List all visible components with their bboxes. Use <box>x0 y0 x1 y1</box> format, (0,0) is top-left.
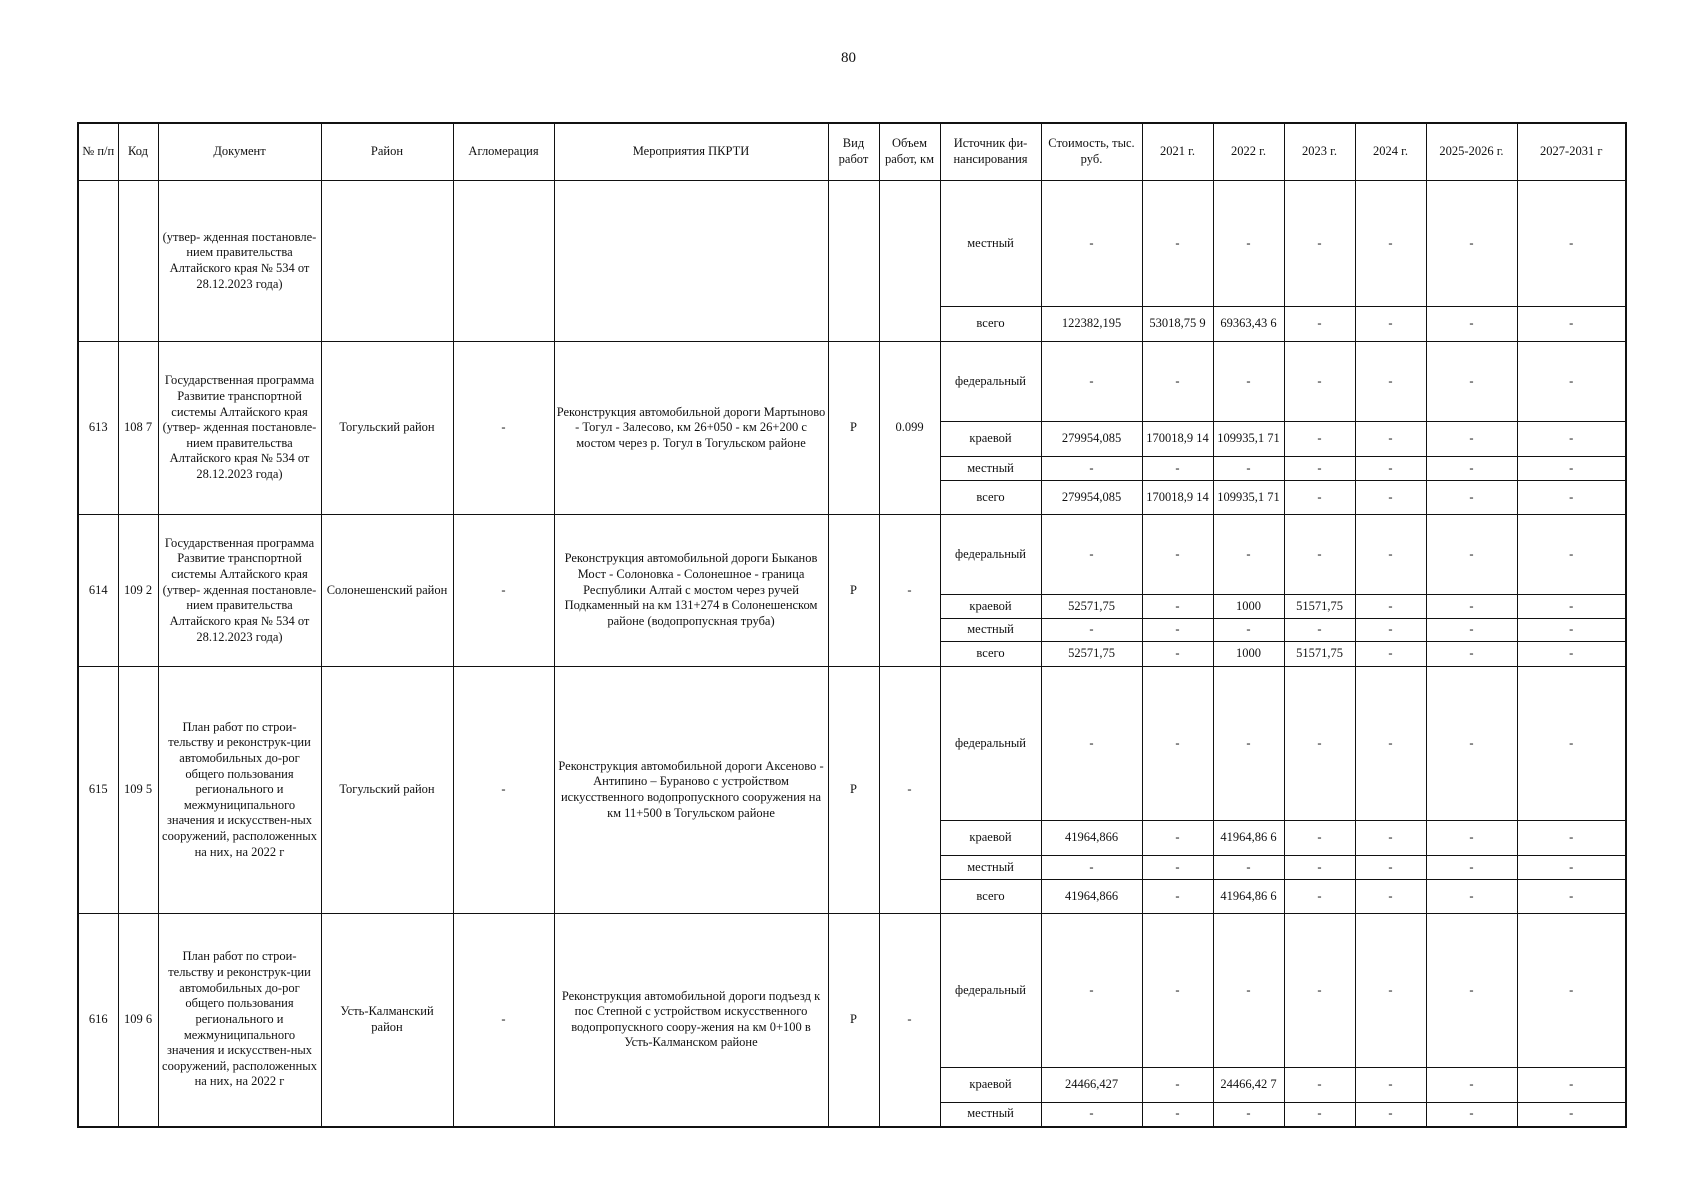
cell-source: всего <box>940 642 1041 667</box>
cell-2021: - <box>1142 914 1213 1068</box>
cell-2024: - <box>1355 515 1426 595</box>
cell-agglomeration: - <box>453 667 554 914</box>
cell-2024: - <box>1355 856 1426 880</box>
cell-2024: - <box>1355 307 1426 342</box>
cell-2023: 51571,75 <box>1284 595 1355 619</box>
cell-2021: - <box>1142 821 1213 856</box>
cell-cost: 41964,866 <box>1041 880 1142 914</box>
header-2021: 2021 г. <box>1142 123 1213 181</box>
cell-document: План работ по строи-тельству и реконструк-ции автомобильных до-рог общего пользования регионального и межмуниципального значения и искусствен-ных сооружений, расположенных на них, на 2022 г <box>158 914 321 1127</box>
cell-source: всего <box>940 307 1041 342</box>
cell-2022: 1000 <box>1213 642 1284 667</box>
cell-document: Государственная программа Развитие транспортной системы Алтайского края (утвер- жденная постановле- нием правительства Алтайского края № 534 от 28.12.2023 года) <box>158 515 321 667</box>
cell-agglomeration: - <box>453 914 554 1127</box>
cell-2024: - <box>1355 642 1426 667</box>
financing-table <box>77 122 1627 1128</box>
cell-2025-2026: - <box>1426 1068 1517 1103</box>
cell-2021: - <box>1142 342 1213 422</box>
cell-2022: - <box>1213 515 1284 595</box>
cell-source: местный <box>940 181 1041 307</box>
cell-work-type: Р <box>828 667 879 914</box>
cell-2024: - <box>1355 481 1426 515</box>
cell-2021: - <box>1142 642 1213 667</box>
cell-2023: - <box>1284 880 1355 914</box>
cell-2022: 41964,86 6 <box>1213 821 1284 856</box>
cell-2021: - <box>1142 619 1213 642</box>
cell-num: 615 <box>78 667 118 914</box>
cell-2027-2031: - <box>1517 515 1626 595</box>
cell-2025-2026: - <box>1426 914 1517 1068</box>
cell-2023: - <box>1284 481 1355 515</box>
cell-2025-2026: - <box>1426 880 1517 914</box>
cell-source: краевой <box>940 821 1041 856</box>
cell-2027-2031: - <box>1517 481 1626 515</box>
cell-source: краевой <box>940 1068 1041 1103</box>
cell-2027-2031: - <box>1517 181 1626 307</box>
cell-code: 108 7 <box>118 342 158 515</box>
cell-2024: - <box>1355 457 1426 481</box>
table-row <box>78 342 1626 422</box>
header-volume: Объем работ, км <box>879 123 940 181</box>
cell-2027-2031: - <box>1517 422 1626 457</box>
cell-2023: - <box>1284 307 1355 342</box>
cell-code: 109 2 <box>118 515 158 667</box>
cell-2025-2026: - <box>1426 422 1517 457</box>
cell-2025-2026: - <box>1426 821 1517 856</box>
header-cost: Стоимость, тыс. руб. <box>1041 123 1142 181</box>
cell-event: Реконструкция автомобильной дороги Мартыново - Тогул - Залесово, км 26+050 - км 26+200 с мостом через р. Тогул в Тогульском районе <box>554 342 828 515</box>
cell-2027-2031: - <box>1517 1068 1626 1103</box>
cell-2024: - <box>1355 595 1426 619</box>
cell-2027-2031: - <box>1517 595 1626 619</box>
cell-2021: 53018,75 9 <box>1142 307 1213 342</box>
cell-volume <box>879 181 940 342</box>
cell-2021: - <box>1142 667 1213 821</box>
cell-district: Тогульский район <box>321 667 453 914</box>
cell-district: Солонешенский район <box>321 515 453 667</box>
cell-2024: - <box>1355 914 1426 1068</box>
cell-2027-2031: - <box>1517 880 1626 914</box>
cell-source: местный <box>940 457 1041 481</box>
cell-2021: - <box>1142 595 1213 619</box>
cell-2022: - <box>1213 619 1284 642</box>
cell-2024: - <box>1355 619 1426 642</box>
cell-cost: - <box>1041 342 1142 422</box>
cell-2024: - <box>1355 181 1426 307</box>
cell-work-type: Р <box>828 515 879 667</box>
table-row <box>78 914 1626 1068</box>
cell-cost: - <box>1041 457 1142 481</box>
cell-2022: 69363,43 6 <box>1213 307 1284 342</box>
cell-2023: - <box>1284 515 1355 595</box>
cell-cost: 122382,195 <box>1041 307 1142 342</box>
cell-cost: 24466,427 <box>1041 1068 1142 1103</box>
cell-source: всего <box>940 880 1041 914</box>
header-district: Район <box>321 123 453 181</box>
cell-2022: - <box>1213 181 1284 307</box>
table-row <box>78 667 1626 821</box>
cell-agglomeration: - <box>453 515 554 667</box>
cell-district: Усть-Калманский район <box>321 914 453 1127</box>
cell-district <box>321 181 453 342</box>
cell-2022: 1000 <box>1213 595 1284 619</box>
cell-2023: - <box>1284 181 1355 307</box>
cell-2025-2026: - <box>1426 342 1517 422</box>
cell-code: 109 5 <box>118 667 158 914</box>
cell-2025-2026: - <box>1426 856 1517 880</box>
cell-2021: - <box>1142 856 1213 880</box>
cell-source: местный <box>940 619 1041 642</box>
cell-num <box>78 181 118 342</box>
cell-event: Реконструкция автомобильной дороги Быканов Мост - Солоновка - Солонешное - граница Республики Алтай с мостом через ручей Подкаменный на км 131+274 в Солонешенском районе (водопропускная труба) <box>554 515 828 667</box>
cell-cost: 52571,75 <box>1041 595 1142 619</box>
cell-source: местный <box>940 1103 1041 1127</box>
page-number: 80 <box>841 50 856 66</box>
cell-2021: - <box>1142 515 1213 595</box>
cell-2022: 109935,1 71 <box>1213 481 1284 515</box>
cell-2023: - <box>1284 422 1355 457</box>
cell-2022: - <box>1213 457 1284 481</box>
cell-2025-2026: - <box>1426 307 1517 342</box>
cell-source: местный <box>940 856 1041 880</box>
cell-volume: - <box>879 914 940 1127</box>
cell-2022: - <box>1213 667 1284 821</box>
cell-event <box>554 181 828 342</box>
table-row <box>78 181 1626 307</box>
cell-source: краевой <box>940 422 1041 457</box>
cell-source: федеральный <box>940 515 1041 595</box>
cell-2023: - <box>1284 667 1355 821</box>
cell-cost: - <box>1041 1103 1142 1127</box>
cell-volume: 0.099 <box>879 342 940 515</box>
cell-2024: - <box>1355 821 1426 856</box>
header-event: Мероприятия ПКРТИ <box>554 123 828 181</box>
cell-document: (утвер- жденная постановле- нием правительства Алтайского края № 534 от 28.12.2023 года) <box>158 181 321 342</box>
cell-volume: - <box>879 667 940 914</box>
cell-2025-2026: - <box>1426 481 1517 515</box>
cell-2021: - <box>1142 1068 1213 1103</box>
cell-cost: 279954,085 <box>1041 422 1142 457</box>
cell-2027-2031: - <box>1517 856 1626 880</box>
cell-2022: 24466,42 7 <box>1213 1068 1284 1103</box>
cell-2023: - <box>1284 342 1355 422</box>
header-work-type: Вид работ <box>828 123 879 181</box>
cell-source: всего <box>940 481 1041 515</box>
cell-agglomeration <box>453 181 554 342</box>
cell-2025-2026: - <box>1426 1103 1517 1127</box>
cell-2024: - <box>1355 667 1426 821</box>
cell-2025-2026: - <box>1426 181 1517 307</box>
cell-document: План работ по строи-тельству и реконструк-ции автомобильных до-рог общего пользования регионального и межмуниципального значения и искусствен-ных сооружений, расположенных на них, на 2022 г <box>158 667 321 914</box>
cell-2023: - <box>1284 856 1355 880</box>
cell-2023: - <box>1284 457 1355 481</box>
cell-2027-2031: - <box>1517 642 1626 667</box>
cell-2021: - <box>1142 181 1213 307</box>
cell-work-type: Р <box>828 914 879 1127</box>
cell-code: 109 6 <box>118 914 158 1127</box>
cell-volume: - <box>879 515 940 667</box>
cell-cost: 52571,75 <box>1041 642 1142 667</box>
header-document: Документ <box>158 123 321 181</box>
cell-event: Реконструкция автомобильной дороги подъезд к пос Степной с устройством искусственного водопропускного соору-жения на км 0+100 в Усть-Калманском районе <box>554 914 828 1127</box>
header-source: Источник фи-нансирования <box>940 123 1041 181</box>
cell-2021: - <box>1142 880 1213 914</box>
cell-2024: - <box>1355 880 1426 914</box>
cell-source: федеральный <box>940 342 1041 422</box>
cell-2021: - <box>1142 1103 1213 1127</box>
header-code: Код <box>118 123 158 181</box>
cell-2022: - <box>1213 914 1284 1068</box>
cell-cost: - <box>1041 667 1142 821</box>
cell-2027-2031: - <box>1517 821 1626 856</box>
cell-2025-2026: - <box>1426 457 1517 481</box>
cell-2027-2031: - <box>1517 457 1626 481</box>
header-2022: 2022 г. <box>1213 123 1284 181</box>
cell-2021: - <box>1142 457 1213 481</box>
cell-2024: - <box>1355 422 1426 457</box>
cell-2023: - <box>1284 821 1355 856</box>
cell-2024: - <box>1355 1103 1426 1127</box>
cell-work-type <box>828 181 879 342</box>
cell-num: 614 <box>78 515 118 667</box>
cell-source: федеральный <box>940 914 1041 1068</box>
cell-cost: - <box>1041 515 1142 595</box>
cell-2027-2031: - <box>1517 619 1626 642</box>
cell-2023: - <box>1284 914 1355 1068</box>
cell-document: Государственная программа Развитие транспортной системы Алтайского края (утвер- жденная постановле- нием правительства Алтайского края № 534 от 28.12.2023 года) <box>158 342 321 515</box>
cell-2023: - <box>1284 1068 1355 1103</box>
cell-work-type: Р <box>828 342 879 515</box>
cell-2025-2026: - <box>1426 595 1517 619</box>
cell-2022: - <box>1213 342 1284 422</box>
header-2025-2026: 2025-2026 г. <box>1426 123 1517 181</box>
cell-2022: 41964,86 6 <box>1213 880 1284 914</box>
cell-2024: - <box>1355 1068 1426 1103</box>
cell-cost: - <box>1041 856 1142 880</box>
header-2023: 2023 г. <box>1284 123 1355 181</box>
cell-2025-2026: - <box>1426 515 1517 595</box>
header-2024: 2024 г. <box>1355 123 1426 181</box>
cell-code <box>118 181 158 342</box>
cell-2025-2026: - <box>1426 619 1517 642</box>
cell-cost: - <box>1041 914 1142 1068</box>
cell-num: 616 <box>78 914 118 1127</box>
cell-agglomeration: - <box>453 342 554 515</box>
cell-2027-2031: - <box>1517 307 1626 342</box>
header-agglomeration: Агломерация <box>453 123 554 181</box>
header-num: № п/п <box>78 123 118 181</box>
cell-2027-2031: - <box>1517 667 1626 821</box>
cell-2024: - <box>1355 342 1426 422</box>
table-row <box>78 515 1626 595</box>
header-2027-2031: 2027-2031 г <box>1517 123 1626 181</box>
cell-source: федеральный <box>940 667 1041 821</box>
cell-2027-2031: - <box>1517 914 1626 1068</box>
cell-cost: - <box>1041 181 1142 307</box>
cell-2022: - <box>1213 856 1284 880</box>
cell-2025-2026: - <box>1426 642 1517 667</box>
cell-2022: 109935,1 71 <box>1213 422 1284 457</box>
cell-district: Тогульский район <box>321 342 453 515</box>
cell-2023: - <box>1284 1103 1355 1127</box>
cell-num: 613 <box>78 342 118 515</box>
cell-2021: 170018,9 14 <box>1142 481 1213 515</box>
cell-2025-2026: - <box>1426 667 1517 821</box>
cell-event: Реконструкция автомобильной дороги Аксеново - Антипино – Бураново с устройством искусственного водопропускного сооружения на км 11+500 в Тогульском районе <box>554 667 828 914</box>
cell-cost: - <box>1041 619 1142 642</box>
cell-2027-2031: - <box>1517 342 1626 422</box>
cell-source: краевой <box>940 595 1041 619</box>
cell-2027-2031: - <box>1517 1103 1626 1127</box>
cell-cost: 41964,866 <box>1041 821 1142 856</box>
cell-2021: 170018,9 14 <box>1142 422 1213 457</box>
cell-2022: - <box>1213 1103 1284 1127</box>
cell-2023: 51571,75 <box>1284 642 1355 667</box>
header-row <box>78 123 1626 181</box>
cell-2023: - <box>1284 619 1355 642</box>
cell-cost: 279954,085 <box>1041 481 1142 515</box>
